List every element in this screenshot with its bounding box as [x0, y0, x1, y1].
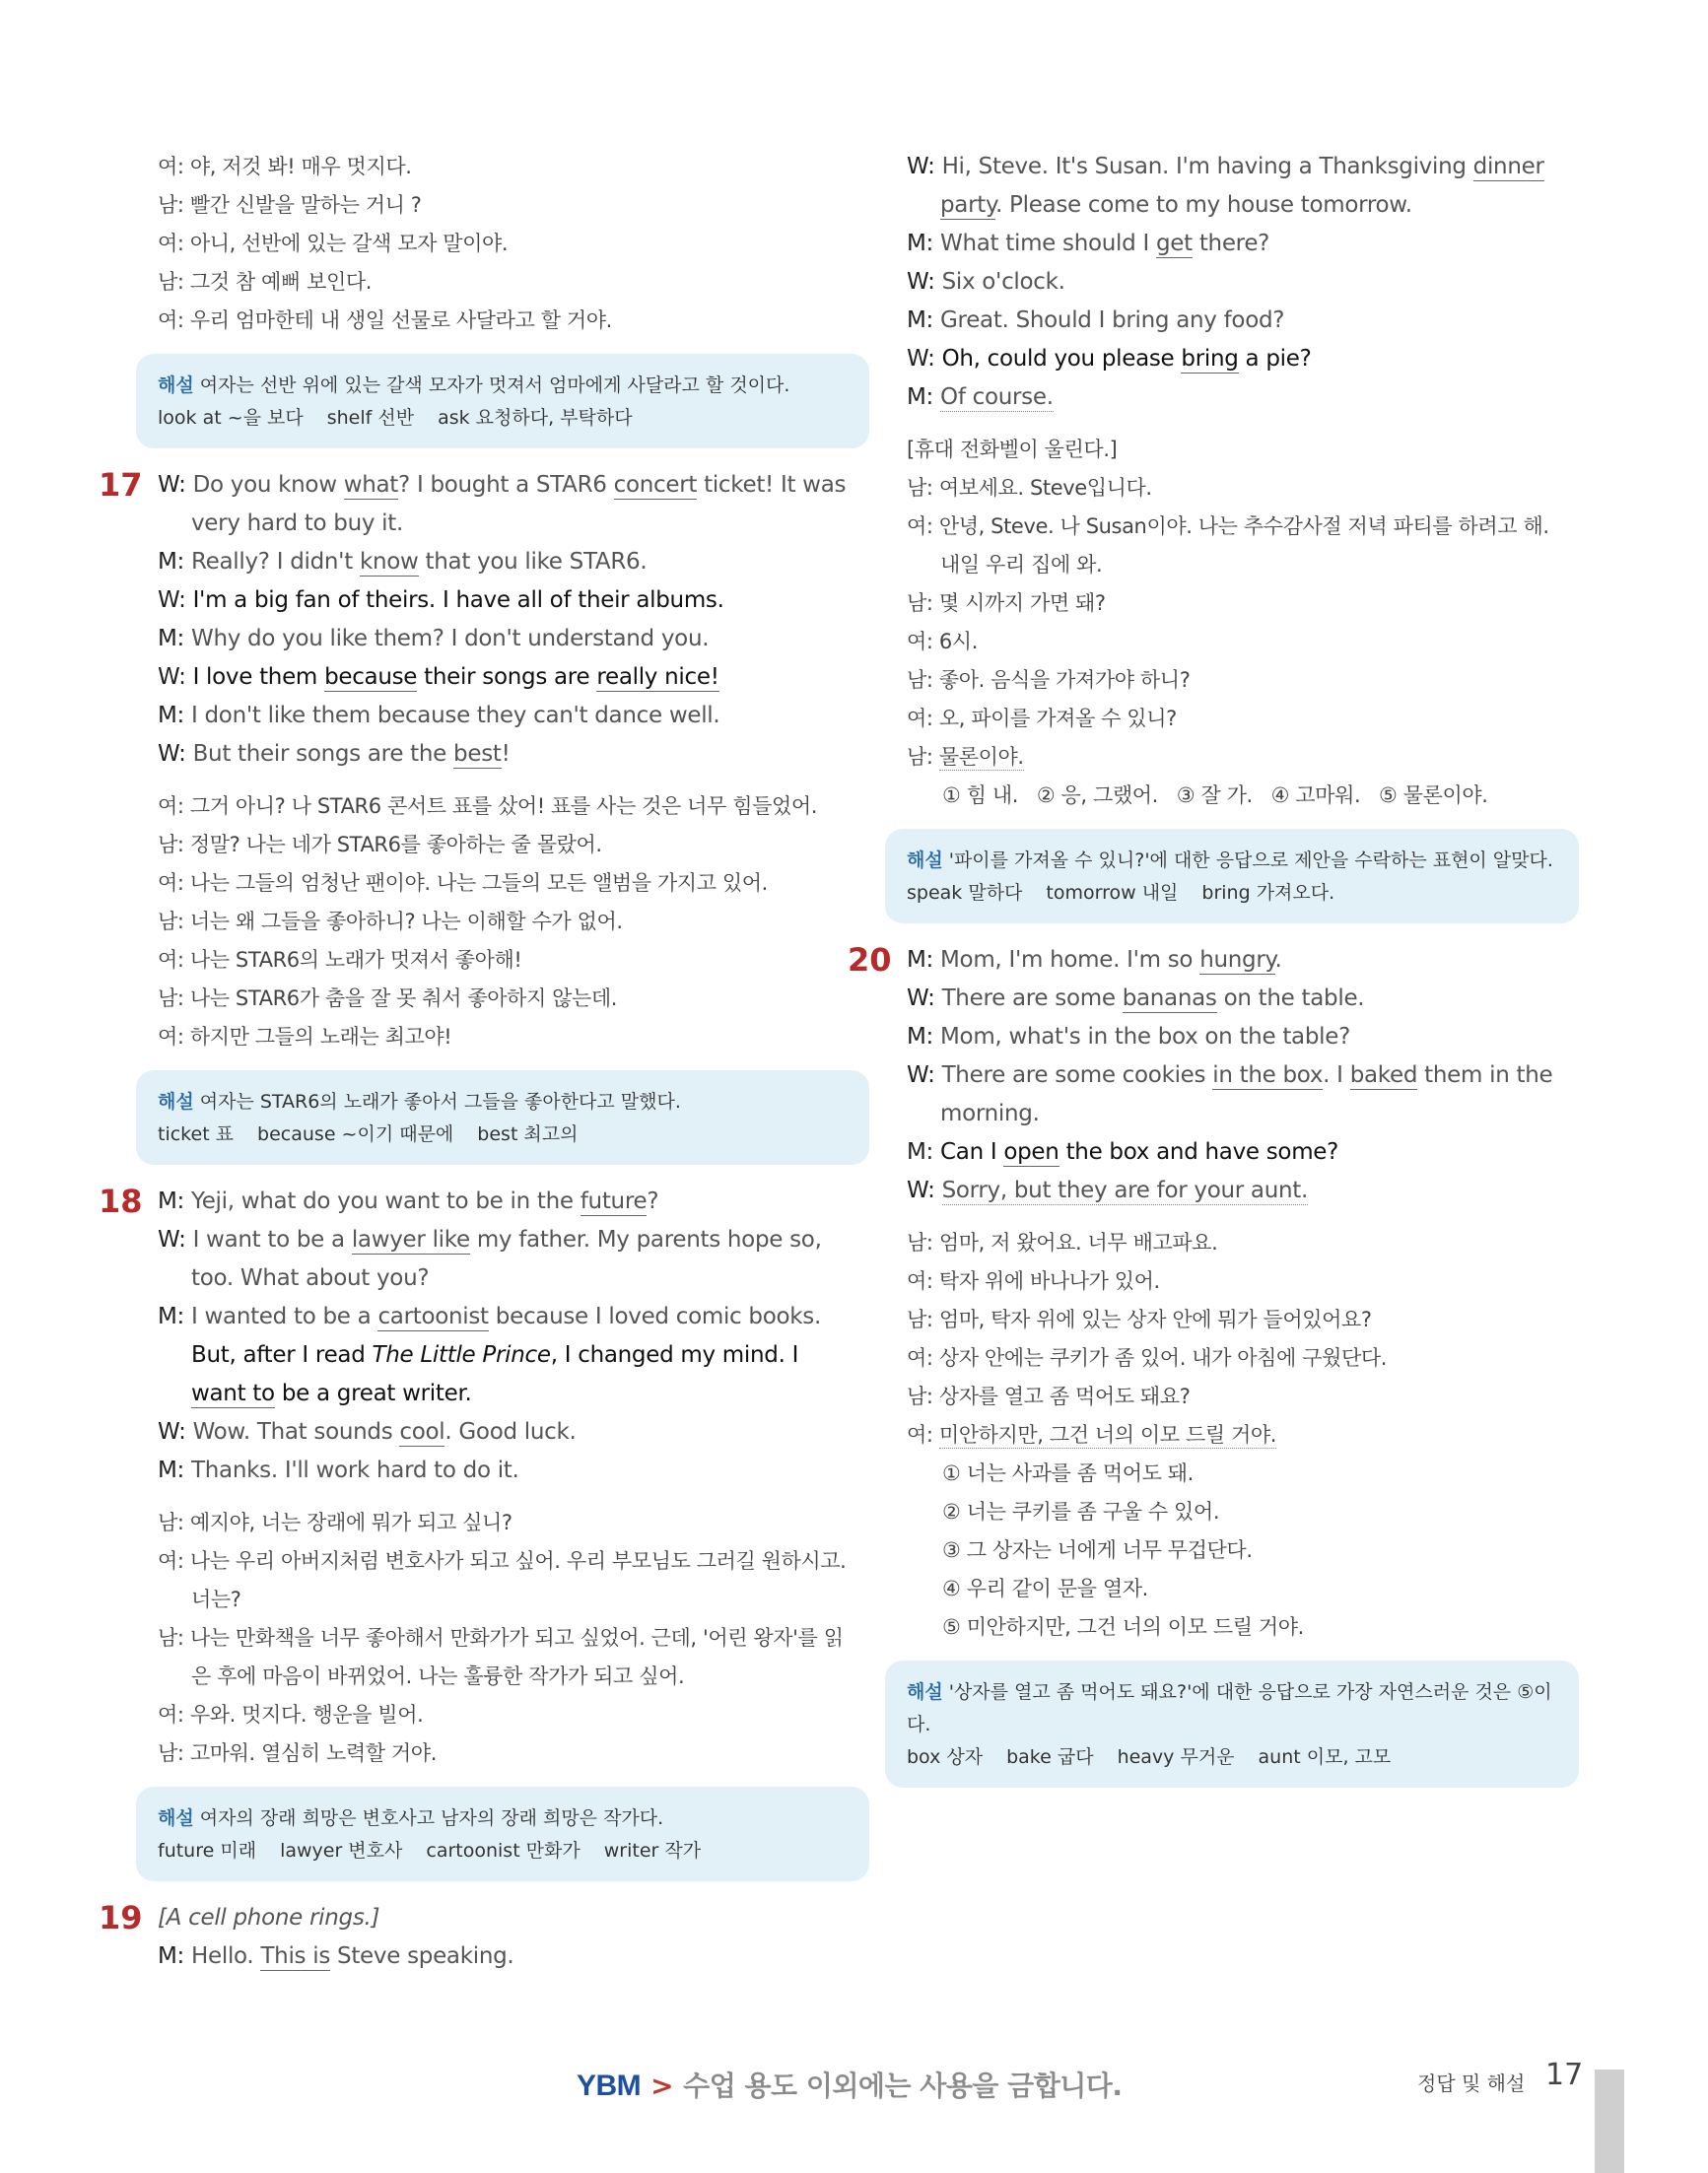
- ko-line: 여: 안녕, Steve. 나 Susan이야. 나는 추수감사절 저녁 파티를 하려고 해. 내일 우리 집에 와.: [907, 514, 1549, 577]
- explanation-text: 여자의 장래 희망은 변호사고 남자의 장래 희망은 작가다.: [199, 1807, 664, 1829]
- ko-line: 여: 아니, 선반에 있는 갈색 모자 말이야.: [158, 232, 509, 255]
- right-column: [848, 148, 1557, 1805]
- page-edge-tab: [1595, 2070, 1624, 2173]
- en-line: M: Hello. This is Steve speaking.: [158, 1943, 514, 1969]
- en-line: M: Thanks. I'll work hard to do it.: [158, 1458, 519, 1483]
- q16-explanation-box: [136, 354, 869, 448]
- q17-translation: [158, 787, 848, 1056]
- explanation-text: 여자는 STAR6의 노래가 좋아서 그들을 좋아한다고 말했다.: [199, 1091, 681, 1113]
- explanation-tag: 해설: [158, 374, 194, 396]
- answer-option: ③ 그 상자는 너에게 너무 무겁단다.: [942, 1538, 1253, 1562]
- en-line: W: I want to be a lawyer like my father. My parents hope so, too. What about you?: [158, 1227, 822, 1291]
- ybm-logo: YBM: [577, 2070, 642, 2102]
- q20-translation: [907, 1224, 1557, 1647]
- section-label: 정답 및 해설: [1417, 2071, 1526, 2095]
- en-line: W: Hi, Steve. It's Susan. I'm having a Thanksgiving dinner party. Please come to my house tomorrow.: [907, 154, 1544, 218]
- q18-dialogue: [99, 1183, 848, 1490]
- answer-options: ① 힘 내. ② 응, 그랬어. ③ 잘 가. ④ 고마워. ⑤ 물론이야.: [942, 783, 1488, 807]
- ko-line: 여: 상자 안에는 쿠키가 좀 있어. 내가 아침에 구웠단다.: [907, 1346, 1388, 1370]
- ko-line: 여: 오, 파이를 가져올 수 있니?: [907, 707, 1177, 730]
- vocab-list: future 미래 lawyer 변호사 cartoonist 만화가 writer 작가: [158, 1840, 702, 1862]
- en-line: W: Oh, could you please bring a pie?: [907, 346, 1312, 372]
- page-number: 17: [1545, 2058, 1584, 2092]
- ko-line: 여: 나는 우리 아버지처럼 변호사가 되고 싶어. 우리 부모님도 그러길 원하시고. 너는?: [158, 1549, 847, 1611]
- explanation-tag: 해설: [158, 1091, 194, 1113]
- ko-line: 남: 정말? 나는 네가 STAR6를 좋아하는 줄 몰랐어.: [158, 833, 602, 856]
- ko-line: 여: 미안하지만, 그건 너의 이모 드릴 거야.: [907, 1423, 1277, 1447]
- ko-line: 여: 우와. 멋지다. 행운을 빌어.: [158, 1703, 424, 1727]
- ko-line: 남: 너는 왜 그들을 좋아하니? 나는 이해할 수가 없어.: [158, 910, 623, 933]
- ko-stage-direction: [휴대 전화벨이 울린다.]: [907, 438, 1118, 461]
- en-line: W: Six o'clock.: [907, 269, 1065, 295]
- en-line: M: Mom, what's in the box on the table?: [907, 1024, 1350, 1050]
- ko-line: 여: 하지만 그들의 노래는 최고야!: [158, 1025, 452, 1049]
- explanation-text: '상자를 열고 좀 먹어도 돼요?'에 대한 응답으로 가장 자연스러운 것은 ⑤이다.: [907, 1681, 1552, 1735]
- ko-line: 남: 그것 참 예뻐 보인다.: [158, 270, 373, 294]
- ko-line: 남: 나는 STAR6가 춤을 잘 못 춰서 좋아하지 않는데.: [158, 986, 618, 1010]
- en-line: M: Can I open the box and have some?: [907, 1139, 1339, 1165]
- en-line: M: I don't like them because they can't dance well.: [158, 703, 720, 728]
- ko-line: 여: 그거 아니? 나 STAR6 콘서트 표를 샀어! 표를 사는 것은 너무 힘들었어.: [158, 794, 818, 818]
- en-line: want to be a great writer.: [191, 1381, 472, 1406]
- q18-explanation-box: [136, 1787, 869, 1881]
- question-number: 17: [99, 466, 143, 504]
- vocab-list: ticket 표 because ~이기 때문에 best 최고의: [158, 1123, 579, 1145]
- answer-option: ④ 우리 같이 문을 열자.: [942, 1577, 1148, 1600]
- ko-line: 남: 물론이야.: [907, 745, 1024, 769]
- ko-line: 여: 6시.: [907, 630, 978, 653]
- explanation-text: 여자는 선반 위에 있는 갈색 모자가 멋져서 엄마에게 사달라고 할 것이다.: [199, 374, 790, 396]
- vocab-list: box 상자 bake 굽다 heavy 무거운 aunt 이모, 고모: [907, 1746, 1392, 1768]
- ko-line: 남: 상자를 열고 좀 먹어도 돼요?: [907, 1385, 1191, 1408]
- q19-dialogue-start: [99, 1899, 848, 1976]
- ko-line: 여: 탁자 위에 바나나가 있어.: [907, 1269, 1160, 1293]
- en-line: W: Do you know what? I bought a STAR6 concert ticket! It was very hard to buy it.: [158, 472, 847, 536]
- question-number: 18: [99, 1183, 143, 1220]
- vocab-list: look at ~을 보다 shelf 선반 ask 요청하다, 부탁하다: [158, 407, 633, 429]
- q17-dialogue: [99, 466, 848, 774]
- chevron-right-icon: >: [650, 2070, 674, 2102]
- question-number: 20: [848, 941, 892, 979]
- ko-line: 남: 여보세요. Steve입니다.: [907, 476, 1152, 500]
- ko-line: 여: 우리 엄마한테 내 생일 선물로 사달라고 할 거야.: [158, 308, 612, 332]
- en-line: M: Mom, I'm home. I'm so hungry.: [907, 947, 1282, 973]
- ko-line: 남: 나는 만화책을 너무 좋아해서 만화가가 되고 싶었어. 근데, '어린 왕자'를 읽은 후에 마음이 바뀌었어. 나는 훌륭한 작가가 되고 싶어.: [158, 1626, 844, 1688]
- stage-direction: [A cell phone rings.]: [158, 1905, 380, 1931]
- ko-line: 남: 빨간 신발을 말하는 거니 ?: [158, 193, 422, 217]
- explanation-tag: 해설: [907, 1681, 943, 1703]
- q18-translation: [158, 1504, 848, 1773]
- vocab-list: speak 말하다 tomorrow 내일 bring 가져오다.: [907, 882, 1335, 904]
- ko-line: 남: 엄마, 탁자 위에 있는 상자 안에 뭐가 들어있어요?: [907, 1308, 1372, 1331]
- question-number: 19: [99, 1899, 143, 1936]
- en-line: W: Sorry, but they are for your aunt.: [907, 1178, 1308, 1203]
- ko-line: 남: 고마워. 열심히 노력할 거야.: [158, 1741, 437, 1765]
- en-line: M: Yeji, what do you want to be in the future?: [158, 1188, 659, 1214]
- en-line: W: There are some bananas on the table.: [907, 985, 1365, 1011]
- ko-line: 남: 좋아. 음식을 가져가야 하니?: [907, 668, 1191, 692]
- q19-translation: [907, 431, 1557, 815]
- en-line: W: Wow. That sounds cool. Good luck.: [158, 1419, 577, 1445]
- explanation-text: '파이를 가져올 수 있니?'에 대한 응답으로 제안을 수락하는 표현이 알맞다.: [948, 849, 1553, 871]
- left-column: [99, 148, 848, 1990]
- ko-line: 여: 야, 저것 봐! 매우 멋지다.: [158, 155, 412, 178]
- q17-explanation-box: [136, 1070, 869, 1165]
- ko-line: 남: 예지야, 너는 장래에 뭐가 되고 싶니?: [158, 1511, 512, 1534]
- explanation-tag: 해설: [907, 849, 943, 871]
- q20-dialogue: [848, 941, 1557, 1210]
- en-line: W: I'm a big fan of theirs. I have all of their albums.: [158, 587, 724, 613]
- q19-explanation-box: [885, 829, 1579, 923]
- usage-notice: 수업 용도 이외에는 사용을 금합니다.: [683, 2070, 1123, 2102]
- en-line: W: I love them because their songs are really nice!: [158, 664, 719, 690]
- explanation-tag: 해설: [158, 1807, 194, 1829]
- en-line: W: There are some cookies in the box. I baked them in the morning.: [907, 1062, 1553, 1126]
- en-line: M: Of course.: [907, 384, 1054, 410]
- answer-option: ② 너는 쿠키를 좀 구울 수 있어.: [942, 1500, 1220, 1524]
- ko-line: 여: 나는 STAR6의 노래가 멋져서 좋아해!: [158, 948, 522, 972]
- answer-option: ⑤ 미안하지만, 그건 너의 이모 드릴 거야.: [942, 1615, 1304, 1639]
- q19-dialogue-cont: [907, 148, 1557, 417]
- q20-explanation-box: [885, 1661, 1579, 1788]
- en-line: M: Great. Should I bring any food?: [907, 307, 1285, 333]
- answer-option: ① 너는 사과를 좀 먹어도 돼.: [942, 1461, 1194, 1485]
- footer-notice: [577, 2065, 1123, 2104]
- ko-line: 남: 엄마, 저 왔어요. 너무 배고파요.: [907, 1231, 1218, 1255]
- en-line: M: Really? I didn't know that you like STAR6.: [158, 549, 648, 575]
- en-line: M: What time should I get there?: [907, 231, 1270, 256]
- en-line: M: Why do you like them? I don't understand you.: [158, 626, 710, 651]
- en-line: W: But their songs are the best!: [158, 741, 511, 767]
- ko-line: 남: 몇 시까지 가면 돼?: [907, 591, 1106, 615]
- ko-line: 여: 나는 그들의 엄청난 팬이야. 나는 그들의 모든 앨범을 가지고 있어.: [158, 871, 768, 895]
- q16-translation: [158, 148, 848, 340]
- en-line: M: I wanted to be a cartoonist because I loved comic books.: [158, 1304, 821, 1329]
- en-line: But, after I read The Little Prince, I changed my mind. I: [191, 1342, 799, 1368]
